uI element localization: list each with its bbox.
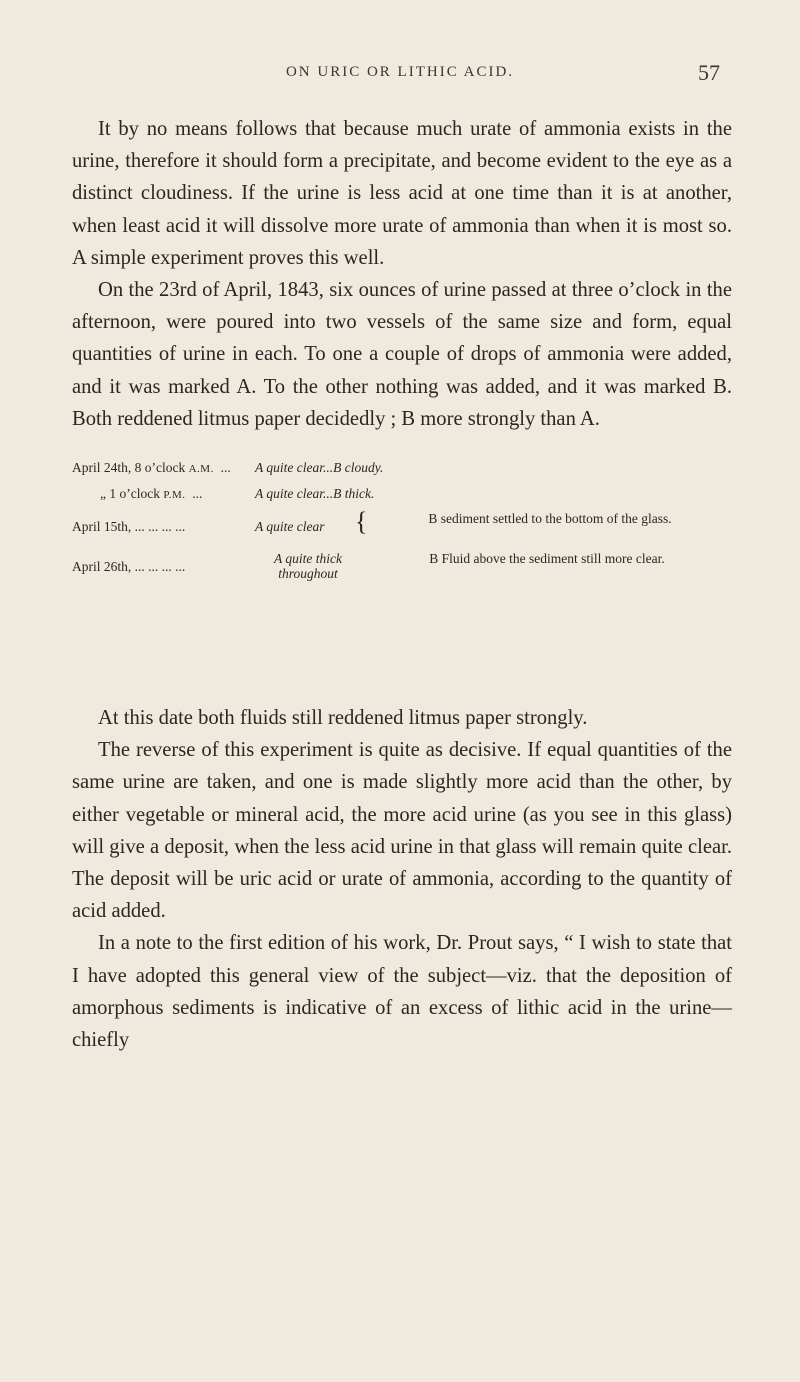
row-date: April 26th, ... ... ... ... [72, 559, 186, 574]
table-row [72, 507, 732, 547]
paragraph: At this date both fluids still reddened litmus paper strongly. [98, 707, 588, 729]
row-date: „ 1 o’clock P.M. ... [100, 486, 203, 501]
row-observation: A quite clear...B cloudy. [255, 460, 384, 475]
paragraph: On the 23rd of April, 1843, six ounces of urine passed at three o’clock in the afternoon, were poured into two vessels of the same size and form, equal quantities of urine in each. To one a couple of drops of ammonia were added, and it was marked A. To the other nothing was added, and it was marked B. Both reddened litmus paper decidedly ; B more strongly than A. [72, 279, 732, 430]
body-text-lower [72, 702, 732, 1056]
row-observation-b: B Fluid above the sediment still more clear. [429, 551, 665, 566]
brace-icon: { [355, 507, 368, 536]
row-date: April 15th, ... ... ... ... [72, 519, 186, 534]
paragraph: It by no means follows that because much urate of ammonia exists in the urine, therefore it should form a precipitate, and become evident to the eye as a distinct cloudiness. If the urine is less acid at one time than it is at another, when least acid it will dissolve more urate of ammonia than when it is most so. A simple experiment proves this well. [72, 118, 732, 269]
observation-table [72, 455, 732, 587]
running-head [0, 60, 800, 90]
table-row [72, 455, 732, 481]
paragraph: The reverse of this experiment is quite as decisive. If equal quantities of the same urine are taken, and one is made slightly more acid than the other, by either vegetable or mineral acid, the more acid urine (as you see in this glass) will give a deposit, when the less acid urine in that glass will remain quite clear. The deposit will be uric acid or urate of ammonia, according to the quantity of acid added. [72, 739, 732, 923]
paragraph: In a note to the first edition of his work, Dr. Prout says, “ I wish to state that I have adopted this general view of the subject—viz. that the deposition of amorphous sediments is indicative of an excess of lithic acid in the urine—chiefly [72, 932, 732, 1052]
running-title: ON URIC OR LITHIC ACID. [285, 64, 515, 80]
row-observation-a: A quite clear [255, 519, 325, 534]
table-row [72, 481, 732, 507]
row-date: April 24th, 8 o’clock A.M. ... [72, 460, 231, 475]
row-observation-b: B sediment settled to the bottom of the glass. [428, 511, 672, 526]
row-observation: A quite clear...B thick. [255, 486, 375, 501]
page-number: 57 [698, 60, 720, 85]
body-text-upper [72, 113, 732, 435]
row-observation-a: A quite thick throughout [274, 551, 342, 581]
table-row [72, 547, 732, 587]
